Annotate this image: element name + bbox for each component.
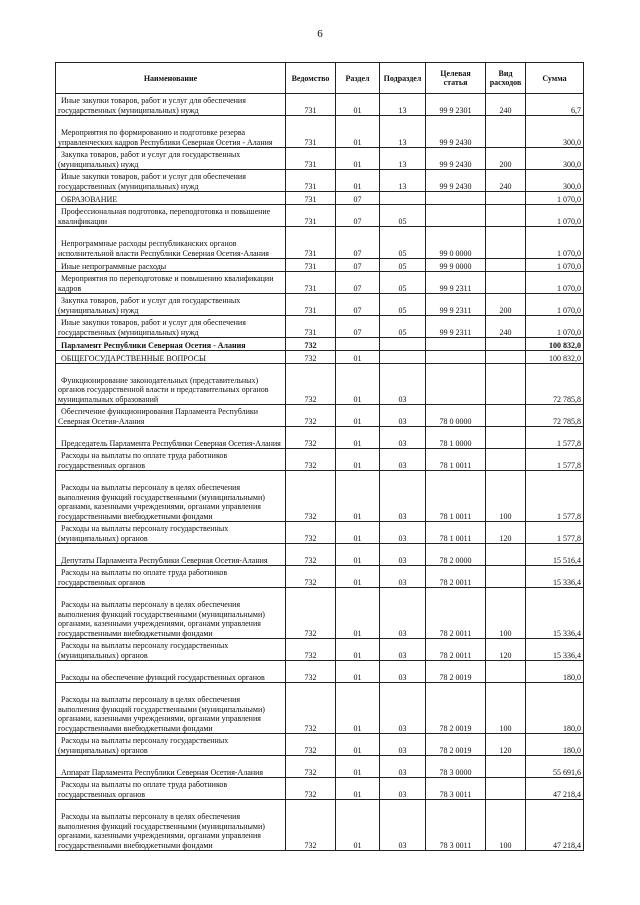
cell-target-article: 78 1 0011 <box>426 471 486 522</box>
cell-expense-type <box>486 351 526 364</box>
cell-target-article: 78 2 0019 <box>426 683 486 734</box>
cell-expense-type <box>486 259 526 272</box>
cell-amount: 1 577,8 <box>526 449 584 471</box>
cell-target-article: 99 9 2311 <box>426 272 486 294</box>
cell-name: Закупка товаров, работ и услуг для государственных (муниципальных) нужд <box>56 294 286 316</box>
cell-section: 07 <box>336 205 380 227</box>
cell-target-article: 99 9 2430 <box>426 170 486 192</box>
cell-target-article: 78 2 0019 <box>426 661 486 683</box>
cell-name: Мероприятия по формированию и подготовке резерва управленческих кадров Республики Северная Осетия - Алания <box>56 116 286 148</box>
cell-name: Председатель Парламента Республики Северная Осетия-Алания <box>56 427 286 449</box>
cell-section: 01 <box>336 351 380 364</box>
table-row <box>56 471 584 522</box>
table-row <box>56 351 584 364</box>
cell-amount: 72 785,8 <box>526 405 584 427</box>
cell-amount: 6,7 <box>526 94 584 116</box>
cell-name: Расходы на выплаты персоналу в целях обеспечения выполнения функций государственными (муниципальными) органами, казенными учреждениями, органами управления государственными внебюджетными фондами <box>56 683 286 734</box>
cell-amount: 180,0 <box>526 734 584 756</box>
cell-amount: 180,0 <box>526 683 584 734</box>
table-row <box>56 227 584 259</box>
cell-subsection: 03 <box>380 778 426 800</box>
cell-amount: 300,0 <box>526 148 584 170</box>
cell-name: Расходы на выплаты персоналу государственных (муниципальных) органов <box>56 734 286 756</box>
cell-section: 07 <box>336 316 380 338</box>
cell-expense-type <box>486 272 526 294</box>
table-row <box>56 94 584 116</box>
cell-name: Иные закупки товаров, работ и услуг для обеспечения государственных (муниципальных) нужд <box>56 316 286 338</box>
cell-name: Расходы на выплаты персоналу в целях обеспечения выполнения функций государственными (муниципальными) органами, казенными учреждениями, органами управления государственными внебюджетными фондами <box>56 471 286 522</box>
table-row <box>56 294 584 316</box>
cell-expense-type <box>486 449 526 471</box>
cell-department: 731 <box>286 227 336 259</box>
table-row <box>56 778 584 800</box>
cell-subsection: 05 <box>380 227 426 259</box>
cell-target-article: 78 2 0011 <box>426 639 486 661</box>
cell-amount: 1 577,8 <box>526 427 584 449</box>
cell-department: 732 <box>286 405 336 427</box>
cell-amount: 300,0 <box>526 170 584 192</box>
cell-target-article: 99 9 2311 <box>426 316 486 338</box>
cell-subsection: 05 <box>380 272 426 294</box>
header-target-article: Целевая статья <box>426 63 486 94</box>
cell-name: Закупка товаров, работ и услуг для государственных (муниципальных) нужд <box>56 148 286 170</box>
table-row <box>56 170 584 192</box>
cell-section: 01 <box>336 734 380 756</box>
cell-section: 07 <box>336 227 380 259</box>
table-row <box>56 522 584 544</box>
table-row <box>56 756 584 778</box>
cell-section: 01 <box>336 471 380 522</box>
cell-expense-type <box>486 227 526 259</box>
cell-section: 01 <box>336 427 380 449</box>
cell-subsection: 03 <box>380 566 426 588</box>
cell-amount: 180,0 <box>526 661 584 683</box>
cell-name: ОБРАЗОВАНИЕ <box>56 192 286 205</box>
cell-target-article <box>426 205 486 227</box>
cell-section: 07 <box>336 272 380 294</box>
header-section: Раздел <box>336 63 380 94</box>
cell-expense-type <box>486 756 526 778</box>
cell-section: 01 <box>336 94 380 116</box>
cell-target-article <box>426 338 486 351</box>
table-row <box>56 639 584 661</box>
cell-name: Расходы на обеспечение функций государственных органов <box>56 661 286 683</box>
cell-expense-type <box>486 364 526 405</box>
table-row <box>56 259 584 272</box>
cell-amount: 1 070,0 <box>526 192 584 205</box>
cell-amount: 1 070,0 <box>526 205 584 227</box>
cell-amount: 15 516,4 <box>526 544 584 566</box>
cell-department: 732 <box>286 471 336 522</box>
cell-expense-type <box>486 566 526 588</box>
table-row <box>56 116 584 148</box>
cell-amount: 1 070,0 <box>526 227 584 259</box>
cell-target-article: 78 3 0000 <box>426 756 486 778</box>
cell-department: 732 <box>286 522 336 544</box>
cell-expense-type: 240 <box>486 170 526 192</box>
cell-subsection: 05 <box>380 316 426 338</box>
cell-expense-type <box>486 116 526 148</box>
cell-name: Расходы на выплаты по оплате труда работников государственных органов <box>56 778 286 800</box>
cell-subsection: 03 <box>380 661 426 683</box>
cell-target-article: 78 0 0000 <box>426 405 486 427</box>
cell-expense-type: 100 <box>486 800 526 851</box>
cell-name: Расходы на выплаты персоналу в целях обеспечения выполнения функций государственными (муниципальными) органами, казенными учреждениями, органами управления государственными внебюджетными фондами <box>56 588 286 639</box>
cell-department: 731 <box>286 272 336 294</box>
cell-section: 01 <box>336 405 380 427</box>
budget-table <box>55 62 584 851</box>
cell-target-article <box>426 192 486 205</box>
cell-target-article: 99 0 0000 <box>426 227 486 259</box>
cell-target-article: 78 2 0011 <box>426 588 486 639</box>
cell-section: 01 <box>336 566 380 588</box>
cell-amount: 1 070,0 <box>526 316 584 338</box>
table-row <box>56 661 584 683</box>
cell-name: Непрограммные расходы республиканских органов исполнительной власти Республики Северная Осетия-Алания <box>56 227 286 259</box>
cell-target-article: 99 9 2430 <box>426 116 486 148</box>
cell-section: 01 <box>336 683 380 734</box>
cell-target-article <box>426 364 486 405</box>
cell-section: 01 <box>336 544 380 566</box>
cell-subsection: 03 <box>380 800 426 851</box>
cell-amount: 1 577,8 <box>526 522 584 544</box>
cell-subsection: 03 <box>380 405 426 427</box>
cell-expense-type: 120 <box>486 639 526 661</box>
table-body <box>56 94 584 851</box>
cell-subsection: 13 <box>380 148 426 170</box>
table-row <box>56 316 584 338</box>
cell-subsection <box>380 351 426 364</box>
table-row <box>56 588 584 639</box>
cell-department: 732 <box>286 427 336 449</box>
cell-expense-type: 100 <box>486 588 526 639</box>
cell-subsection: 05 <box>380 259 426 272</box>
cell-target-article: 78 2 0000 <box>426 544 486 566</box>
cell-department: 732 <box>286 449 336 471</box>
cell-target-article: 78 3 0011 <box>426 778 486 800</box>
cell-target-article: 78 1 0000 <box>426 427 486 449</box>
cell-department: 731 <box>286 192 336 205</box>
cell-amount: 55 691,6 <box>526 756 584 778</box>
cell-section: 01 <box>336 522 380 544</box>
table-row <box>56 544 584 566</box>
cell-department: 732 <box>286 800 336 851</box>
cell-amount: 1 577,8 <box>526 471 584 522</box>
cell-department: 732 <box>286 778 336 800</box>
cell-department: 732 <box>286 661 336 683</box>
cell-expense-type: 200 <box>486 294 526 316</box>
cell-section <box>336 338 380 351</box>
cell-name: Профессиональная подготовка, переподготовка и повышение квалификации <box>56 205 286 227</box>
cell-department: 732 <box>286 364 336 405</box>
table-row <box>56 272 584 294</box>
cell-target-article: 99 9 2311 <box>426 294 486 316</box>
cell-name: Депутаты Парламента Республики Северная Осетия-Алания <box>56 544 286 566</box>
cell-amount: 1 070,0 <box>526 294 584 316</box>
cell-amount: 47 218,4 <box>526 778 584 800</box>
table-row <box>56 800 584 851</box>
cell-department: 731 <box>286 170 336 192</box>
cell-section: 01 <box>336 148 380 170</box>
cell-expense-type <box>486 427 526 449</box>
cell-target-article: 78 2 0011 <box>426 566 486 588</box>
table-row <box>56 148 584 170</box>
table-row <box>56 683 584 734</box>
header-subsection: Подраздел <box>380 63 426 94</box>
cell-name: ОБЩЕГОСУДАРСТВЕННЫЕ ВОПРОСЫ <box>56 351 286 364</box>
cell-target-article: 99 9 0000 <box>426 259 486 272</box>
cell-section: 01 <box>336 800 380 851</box>
cell-target-article: 78 2 0019 <box>426 734 486 756</box>
cell-amount: 100 832,0 <box>526 351 584 364</box>
cell-subsection: 05 <box>380 205 426 227</box>
cell-section: 01 <box>336 116 380 148</box>
cell-subsection: 13 <box>380 170 426 192</box>
header-department: Ведомство <box>286 63 336 94</box>
table-row <box>56 449 584 471</box>
cell-department: 732 <box>286 734 336 756</box>
cell-section: 01 <box>336 778 380 800</box>
cell-expense-type <box>486 661 526 683</box>
cell-section: 01 <box>336 661 380 683</box>
cell-department: 732 <box>286 588 336 639</box>
cell-section: 07 <box>336 294 380 316</box>
cell-name: Иные закупки товаров, работ и услуг для обеспечения государственных (муниципальных) нужд <box>56 170 286 192</box>
table-row <box>56 338 584 351</box>
cell-target-article: 99 9 2301 <box>426 94 486 116</box>
table-row <box>56 566 584 588</box>
cell-target-article: 99 9 2430 <box>426 148 486 170</box>
cell-expense-type <box>486 778 526 800</box>
cell-amount: 15 336,4 <box>526 588 584 639</box>
cell-department: 732 <box>286 338 336 351</box>
cell-department: 731 <box>286 94 336 116</box>
cell-subsection: 05 <box>380 294 426 316</box>
table-row <box>56 205 584 227</box>
cell-name: Парламент Республики Северная Осетия - Алания <box>56 338 286 351</box>
cell-amount: 1 070,0 <box>526 272 584 294</box>
cell-section: 07 <box>336 259 380 272</box>
cell-subsection: 03 <box>380 734 426 756</box>
cell-department: 732 <box>286 639 336 661</box>
cell-amount: 1 070,0 <box>526 259 584 272</box>
cell-amount: 300,0 <box>526 116 584 148</box>
cell-expense-type <box>486 338 526 351</box>
cell-amount: 15 336,4 <box>526 639 584 661</box>
cell-subsection <box>380 338 426 351</box>
cell-section: 01 <box>336 364 380 405</box>
cell-section: 07 <box>336 192 380 205</box>
cell-subsection: 13 <box>380 116 426 148</box>
cell-expense-type <box>486 544 526 566</box>
cell-department: 732 <box>286 683 336 734</box>
cell-name: Иные непрограммные расходы <box>56 259 286 272</box>
cell-subsection: 03 <box>380 756 426 778</box>
table-row <box>56 427 584 449</box>
cell-expense-type <box>486 405 526 427</box>
cell-department: 731 <box>286 205 336 227</box>
cell-name: Обеспечение функционирования Парламента Республики Северная Осетия-Алания <box>56 405 286 427</box>
cell-department: 731 <box>286 259 336 272</box>
cell-name: Расходы на выплаты персоналу государственных (муниципальных) органов <box>56 639 286 661</box>
cell-department: 732 <box>286 566 336 588</box>
cell-target-article: 78 3 0011 <box>426 800 486 851</box>
cell-amount: 100 832,0 <box>526 338 584 351</box>
page-number: 6 <box>317 28 323 40</box>
cell-department: 731 <box>286 294 336 316</box>
header-expense-type: Вид расходов <box>486 63 526 94</box>
cell-department: 731 <box>286 316 336 338</box>
cell-subsection: 03 <box>380 683 426 734</box>
cell-subsection: 03 <box>380 364 426 405</box>
cell-amount: 72 785,8 <box>526 364 584 405</box>
cell-subsection: 03 <box>380 471 426 522</box>
cell-department: 732 <box>286 756 336 778</box>
cell-section: 01 <box>336 639 380 661</box>
cell-name: Аппарат Парламента Республики Северная Осетия-Алания <box>56 756 286 778</box>
cell-expense-type: 100 <box>486 471 526 522</box>
cell-expense-type: 100 <box>486 683 526 734</box>
cell-name: Расходы на выплаты персоналу государственных (муниципальных) органов <box>56 522 286 544</box>
table-row <box>56 192 584 205</box>
cell-name: Расходы на выплаты по оплате труда работников государственных органов <box>56 566 286 588</box>
cell-expense-type: 240 <box>486 94 526 116</box>
cell-subsection: 03 <box>380 449 426 471</box>
cell-section: 01 <box>336 449 380 471</box>
cell-section: 01 <box>336 170 380 192</box>
cell-expense-type <box>486 205 526 227</box>
cell-expense-type: 200 <box>486 148 526 170</box>
cell-target-article: 78 1 0011 <box>426 522 486 544</box>
header-amount: Сумма <box>526 63 584 94</box>
cell-subsection: 03 <box>380 544 426 566</box>
cell-subsection: 03 <box>380 427 426 449</box>
cell-expense-type: 120 <box>486 734 526 756</box>
table-row <box>56 364 584 405</box>
cell-name: Функционирование законодательных (представительных) органов государственной власти и представительных органов муниципальных образований <box>56 364 286 405</box>
cell-subsection: 13 <box>380 94 426 116</box>
cell-section: 01 <box>336 588 380 639</box>
cell-subsection: 03 <box>380 522 426 544</box>
cell-amount: 47 218,4 <box>526 800 584 851</box>
cell-subsection: 03 <box>380 588 426 639</box>
cell-section: 01 <box>336 756 380 778</box>
cell-name: Мероприятия по переподготовке и повышению квалификации кадров <box>56 272 286 294</box>
cell-amount: 15 336,4 <box>526 566 584 588</box>
cell-subsection: 03 <box>380 639 426 661</box>
table-header-row <box>56 63 584 94</box>
cell-expense-type: 120 <box>486 522 526 544</box>
cell-name: Иные закупки товаров, работ и услуг для обеспечения государственных (муниципальных) нужд <box>56 94 286 116</box>
cell-name: Расходы на выплаты по оплате труда работников государственных органов <box>56 449 286 471</box>
cell-department: 732 <box>286 351 336 364</box>
cell-expense-type <box>486 192 526 205</box>
cell-department: 731 <box>286 116 336 148</box>
cell-target-article: 78 1 0011 <box>426 449 486 471</box>
cell-expense-type: 240 <box>486 316 526 338</box>
cell-target-article <box>426 351 486 364</box>
table-row <box>56 405 584 427</box>
cell-department: 731 <box>286 148 336 170</box>
cell-name: Расходы на выплаты персоналу в целях обеспечения выполнения функций государственными (муниципальными) органами, казенными учреждениями, органами управления государственными внебюджетными фондами <box>56 800 286 851</box>
cell-department: 732 <box>286 544 336 566</box>
header-name: Наименование <box>56 63 286 94</box>
table-row <box>56 734 584 756</box>
cell-subsection <box>380 192 426 205</box>
